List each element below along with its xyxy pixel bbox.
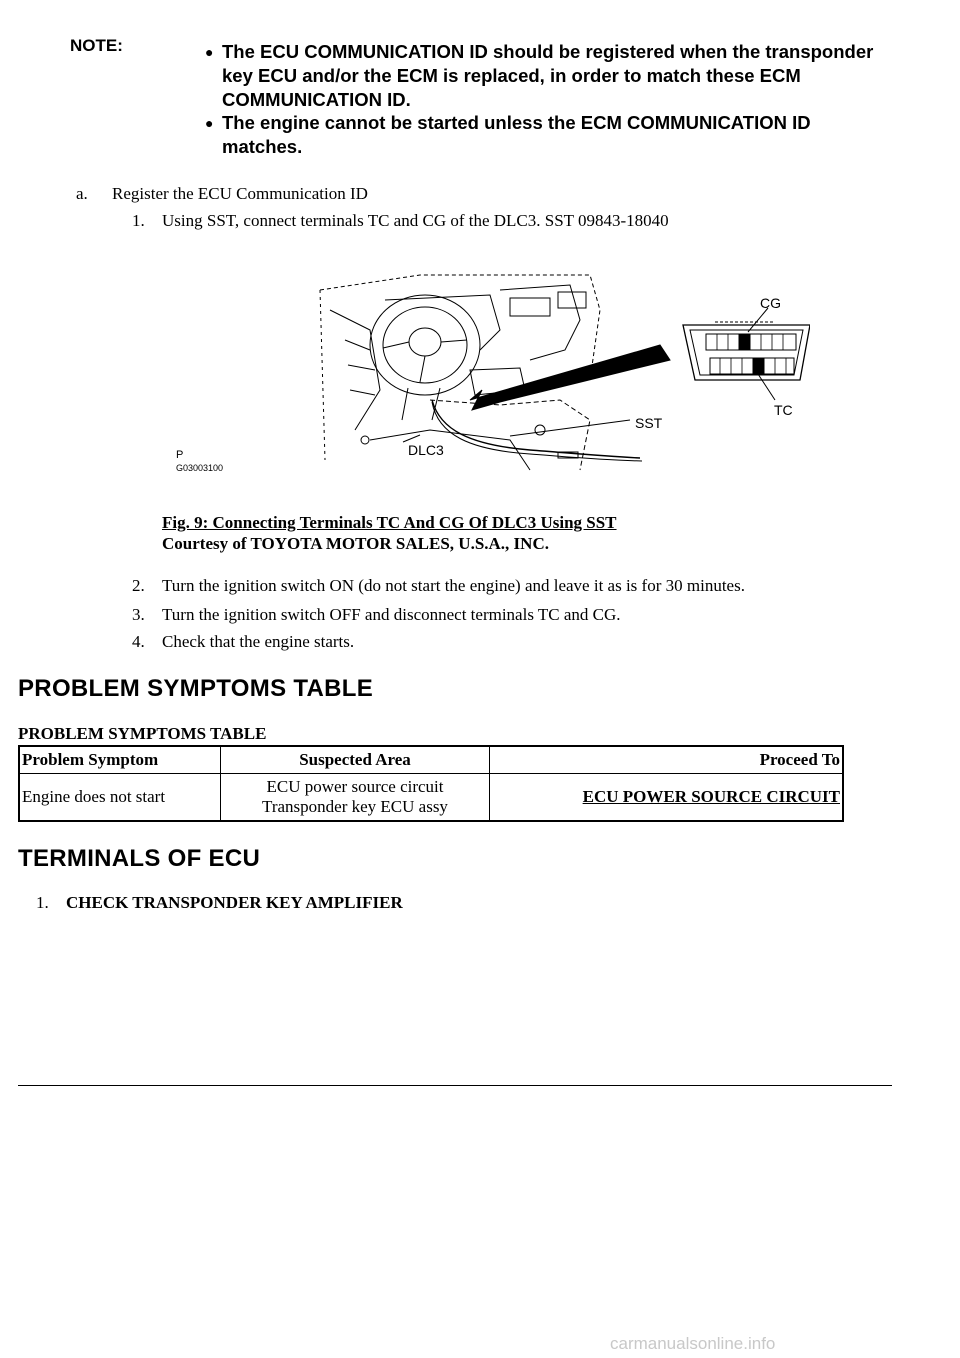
step-text: Register the ECU Communication ID (112, 184, 368, 203)
step-text: CHECK TRANSPONDER KEY AMPLIFIER (66, 893, 403, 912)
suspected-area-line: ECU power source circuit (266, 777, 444, 796)
step-text: Using SST, connect terminals TC and CG of the DLC3. SST 09843-18040 (162, 211, 669, 230)
figure-code-label: G03003100 (176, 463, 224, 473)
step-marker: 3. (132, 605, 145, 624)
figure-corner-label: P (176, 449, 184, 461)
table-row (19, 774, 843, 822)
problem-symptoms-table (18, 745, 844, 822)
step-text: Turn the ignition switch OFF and disconnect terminals TC and CG. (162, 605, 621, 624)
suspected-area-cell (221, 774, 490, 822)
note-item-text: The engine cannot be started unless the ECM COMMUNICATION ID matches. (222, 112, 811, 157)
step-marker: 2. (132, 576, 145, 595)
table-header-row (19, 746, 843, 774)
cg-label: CG (760, 295, 781, 311)
column-header: Problem Symptom (19, 746, 221, 774)
sst-label: SST (635, 415, 663, 431)
step-marker: 4. (132, 632, 145, 651)
watermark: carmanualsonline.info (610, 1334, 776, 1353)
step-marker: a. (76, 184, 88, 203)
figure-title: Fig. 9: Connecting Terminals TC And CG Of DLC3 Using SST (162, 513, 617, 532)
note-item (205, 111, 882, 159)
step-marker: 1. (36, 893, 49, 912)
section-heading-terminals: TERMINALS OF ECU (18, 845, 261, 872)
bullet-icon: ● (205, 115, 214, 131)
proceed-to-cell (490, 774, 844, 822)
column-header: Suspected Area (221, 746, 490, 774)
step-marker: 1. (132, 211, 145, 230)
symptom-cell: Engine does not start (19, 774, 221, 822)
divider (18, 1085, 892, 1086)
suspected-area-line: Transponder key ECU assy (262, 797, 448, 816)
figure-courtesy: Courtesy of TOYOTA MOTOR SALES, U.S.A., INC. (162, 534, 549, 553)
tc-label: TC (774, 402, 793, 418)
section-heading-problem-symptoms: PROBLEM SYMPTOMS TABLE (18, 675, 374, 702)
note-label: NOTE: (70, 36, 123, 55)
table-caption: PROBLEM SYMPTOMS TABLE (18, 724, 267, 743)
dlc3-connection-figure (170, 270, 810, 485)
column-header: Proceed To (490, 746, 844, 774)
proceed-to-link[interactable]: ECU POWER SOURCE CIRCUIT (582, 787, 840, 806)
bullet-icon: ● (205, 44, 214, 60)
step-text: Turn the ignition switch ON (do not start the engine) and leave it as is for 30 minutes. (162, 576, 745, 595)
note-item-text: The ECU COMMUNICATION ID should be registered when the transponder key ECU and/or the ECM is replaced, in order to match these ECM COMMUNICATION ID. (222, 41, 874, 110)
step-text: Check that the engine starts. (162, 632, 355, 651)
figure-caption (162, 512, 617, 554)
dlc3-label: DLC3 (408, 442, 444, 458)
note-item (205, 40, 882, 112)
